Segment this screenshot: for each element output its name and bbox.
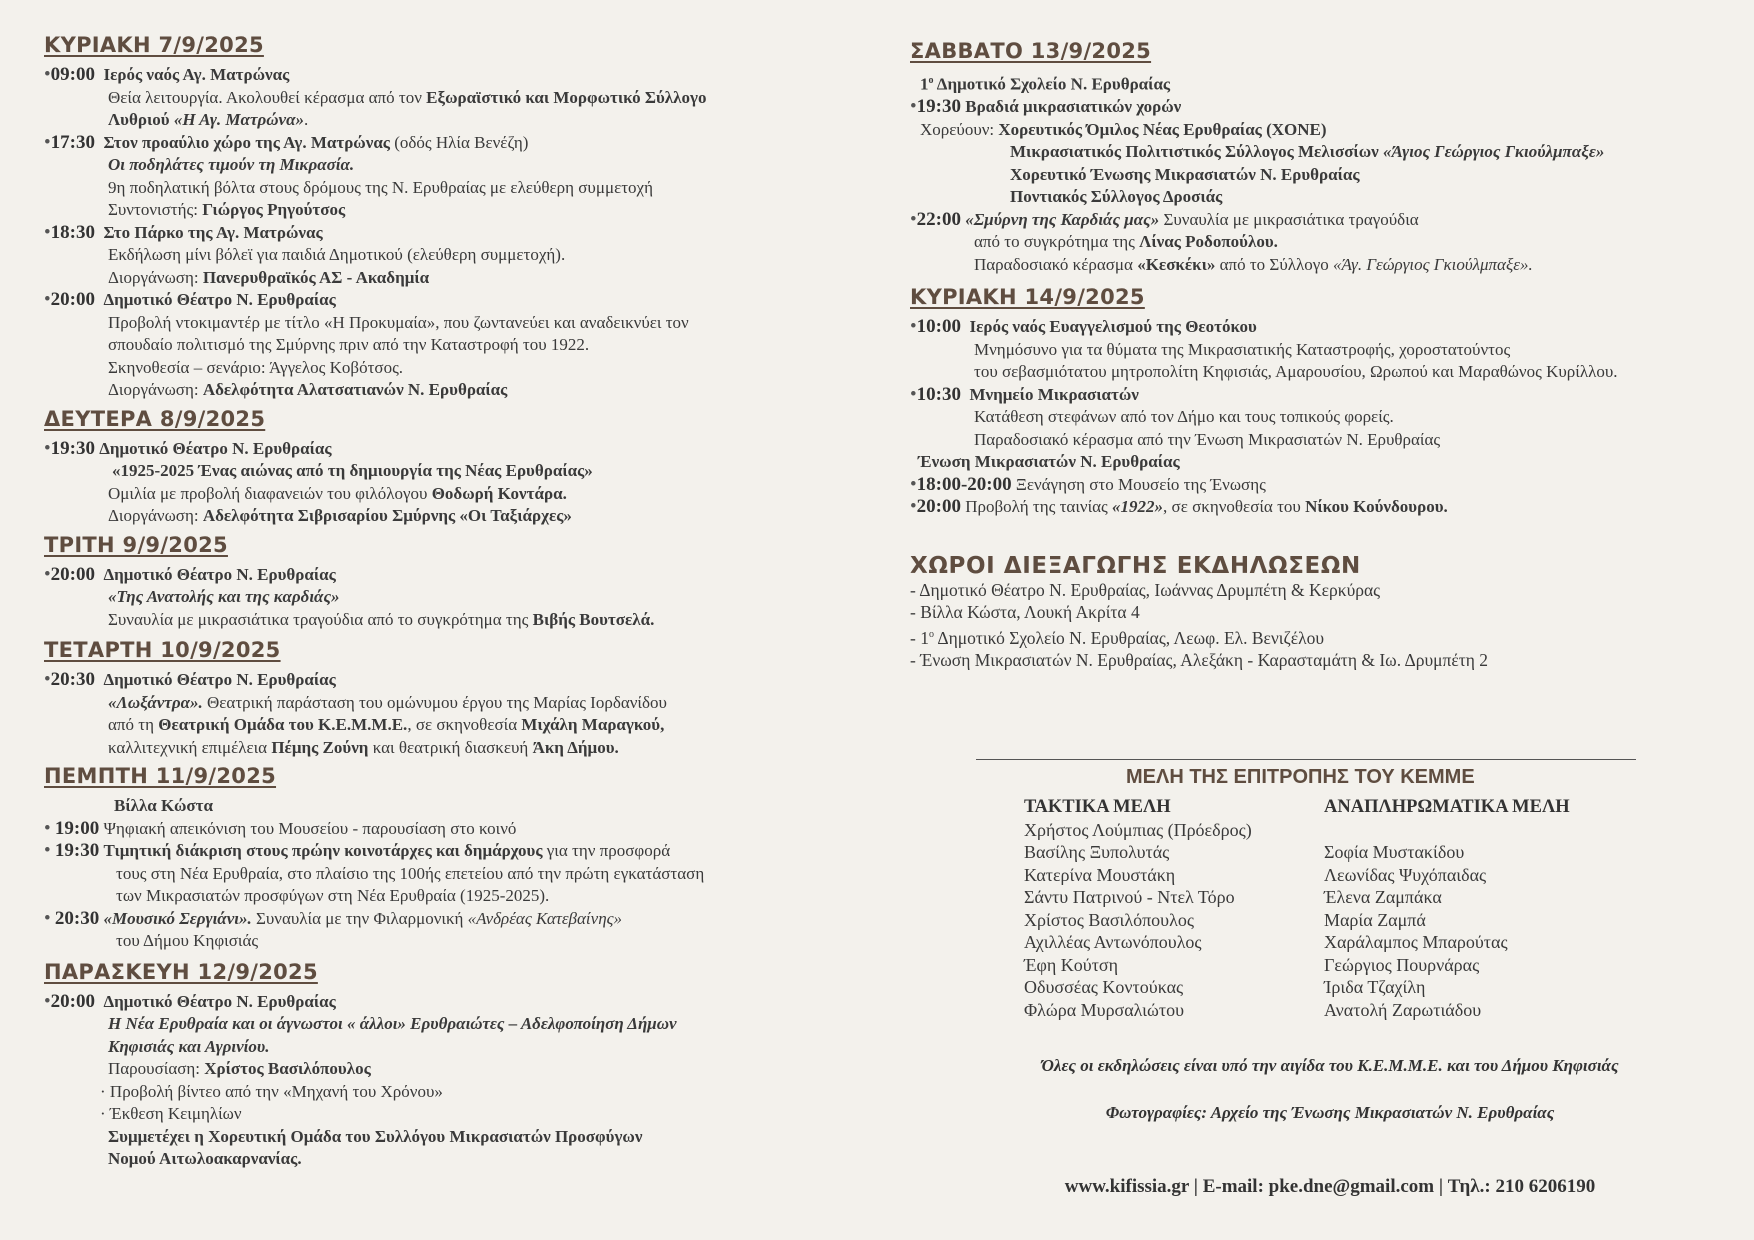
day-title-sunday-7-9: ΚΥΡΙΑΚΗ 7/9/2025 [44, 33, 264, 57]
member-name: Ίριδα Τζαχίλη [1324, 977, 1426, 997]
day-title-wednesday-10-9: ΤΕΤΑΡΤΗ 10/9/2025 [44, 638, 281, 662]
alternate-members-header: ΑΝΑΠΛΗΡΩΜΑΤΙΚΑ ΜΕΛΗ [1324, 797, 1570, 817]
bullet-icon: • [44, 990, 51, 1012]
bullet-icon: • [44, 817, 51, 839]
bullet-icon: • [44, 907, 51, 929]
bullet-icon: • [910, 208, 917, 230]
day-title-saturday-13-9: ΣΑΒΒΑΤΟ 13/9/2025 [910, 39, 1152, 63]
bullet-icon: • [910, 473, 917, 495]
venue-item: - Βίλλα Κώστα, Λουκή Ακρίτα 4 [910, 602, 1140, 623]
member-name: Χαράλαμπος Μπαρούτας [1324, 932, 1508, 952]
member-name: Μαρία Ζαμπά [1324, 909, 1426, 930]
photo-credit: Φωτογραφίες: Αρχείο της Ένωσης Μικρασιατών Ν. Ερυθραίας [1105, 1103, 1555, 1122]
member-name: Βασίλης Ξυπολυτάς [1024, 842, 1170, 862]
venue-item: - Ένωση Μικρασιατών Ν. Ερυθραίας, Αλεξάκη - Καρασταμάτη & Ιω. Δρυμπέτη 2 [910, 649, 1489, 670]
sunday-14-events: •10:00 Ιερός ναός Ευαγγελισμού της Θεοτόκου Μνημόσυνο για τα θύματα της Μικρασιατικής Καταστροφής, χοροστατούντος του σεβασμιότατου μητροπολίτη Κηφισιάς, Αμαρουσίου, Ωρωπού και Μαραθώνος Κυρίλλου. •10:30 Μνημείο Μικρασιατών Κατάθεση στεφάνων από τον Δήμο και τους τοπικούς φορείς. Παραδοσιακό κέρασμα από την Ένωση Μικρασιατών Ν. Ερυθραίας Ένωση Μικρασιατών Ν. Ερυθραίας •18:00-20:00 Ξενάγηση στο Μουσείο της Ένωσης •20:00 Προβολή της ταινίας «1922», σε σκηνοθεσία του Νίκου Κούνδουρου. [910, 316, 1750, 519]
bullet-icon: • [44, 840, 51, 861]
right-column [910, 36, 1750, 671]
member-name: Σάντυ Πατρινού - Ντελ Τόρο [1024, 887, 1235, 907]
day-title-sunday-14-9: ΚΥΡΙΑΚΗ 14/9/2025 [910, 285, 1145, 310]
bullet-icon: • [44, 669, 51, 690]
alternate-members [1324, 796, 1570, 1021]
event-1730: •17:30 Στον προαύλιο χώρο της Αγ. Ματρώνας (οδός Ηλία Βενέζη) Οι ποδηλάτες τιμούν τη Μικρασία. 9η ποδηλατική βόλτα στους δρόμους της Ν. Ερυθραίας με ελεύθερη συμμετοχή Συντονιστής: Γιώργος Ρηγούτσος [44, 131, 653, 219]
event-2000: •20:00 Δημοτικό Θέατρο Ν. Ερυθραίας Προβολή ντοκιμαντέρ με τίτλο «Η Προκυμαία», που ζωντανεύει και αναδεικνύει τον σπουδαίο πολιτισμό της Σμύρνης πριν από την Καταστροφή του 1922. Σκηνοθεσία – σενάριο: Άγγελος Κοβότσος. Διοργάνωση: Αδελφότητα Αλατσατιανών Ν. Ερυθραίας [44, 289, 689, 399]
event-1830: •18:30 Στο Πάρκο της Αγ. Ματρώνας Εκδήλωση μίνι βόλεϊ για παιδιά Δημοτικού (ελεύθερη συμμετοχή). Διοργάνωση: Πανερυθραϊκός ΑΣ - Ακαδημία [44, 221, 566, 287]
regular-members [1024, 796, 1252, 1021]
event-2000-tue: •20:00 Δημοτικό Θέατρο Ν. Ερυθραίας «Της Ανατολής και της καρδιάς» Συναυλία με μικρασιάτικα τραγούδια από το συγκρότημα της Βιβής Βουτσελά. [44, 563, 655, 629]
event-place: $1^o$ Δημοτικό Σχολείο Ν. Ερυθραίας [920, 74, 1171, 94]
member-name: Έφη Κούτση [1024, 954, 1119, 975]
patronage-note: Όλες οι εκδηλώσεις είναι υπό την αιγίδα του Κ.Ε.Μ.Μ.Ε. και του Δήμου Κηφισιάς [1041, 1056, 1619, 1075]
bullet-icon: • [44, 221, 51, 243]
committee-title: ΜΕΛΗ ΤΗΣ ΕΠΙΤΡΟΠΗΣ ΤΟΥ ΚΕΜΜΕ [1126, 766, 1475, 788]
event-place: Ιερός ναός Αγ. Ματρώνας [103, 65, 290, 84]
day-title-friday-12-9: ΠΑΡΑΣΚΕΥΗ 12/9/2025 [44, 959, 318, 984]
event-place: Ένωση Μικρασιατών Ν. Ερυθραίας [918, 452, 1180, 472]
bullet-icon: • [910, 96, 917, 118]
saturday-events: $1^o$ Δημοτικό Σχολείο Ν. Ερυθραίας •19:30 Βραδιά μικρασιατικών χορών Χορεύουν: Χορευτικός Όμιλος Νέας Ερυθραίας (ΧΟΝΕ) Μικρασιατικός Πολιτιστικός Σύλλογος Μελισσίων «Άγιος Γεώργιος Γκιούλμπαξε» Χορευτικό Ένωσης Μικρασιατών Ν. Ερυθραίας Ποντιακός Σύλλογος Δροσιάς •22:00 «Σμύρνη της Καρδιάς μας» Συναυλία με μικρασιάτικα τραγούδια από το συγκρότημα της Λίνας Ροδοπούλου. Παραδοσιακό κέρασμα «Κεσκέκι» από το Σύλλογο «Άγ. Γεώργιος Γκιούλμπαξε». [910, 70, 1750, 276]
member-name: Γεώργιος Πουρνάρας [1324, 954, 1480, 975]
regular-members-header: ΤΑΚΤΙΚΑ ΜΕΛΗ [1024, 797, 1171, 817]
venue-item: - $1^o$ Δημοτικό Σχολείο Ν. Ερυθραίας, Λεωφ. Ελ. Βενιζέλου [910, 627, 1325, 648]
bullet-icon: • [44, 563, 51, 585]
day-title-monday-8-9: ΔΕΥΤΕΡΑ 8/9/2025 [44, 406, 266, 431]
left-column [44, 30, 824, 1171]
event-place: Βίλλα Κώστα [114, 796, 213, 815]
member-name: Ανατολή Ζαρωτιάδου [1324, 999, 1482, 1020]
thursday-events: Βίλλα Κώστα • 19:00 Ψηφιακή απεικόνιση του Μουσείου - παρουσίαση στο κοινό • 19:30 Τιμητική διάκριση στους πρώην κοινοτάρχες και δημάρχους για την προσφορά τους στη Νέα Ερυθραία, στο πλαίσιο της 100ής επετείου από την πρώτη εγκατάσταση των Μικρασιατών προσφύγων στη Νέα Ερυθραία (1925-2025). • 20:30 «Μουσικό Σεργιάνι». Συναυλία με την Φιλαρμονική «Ανδρέας Κατεβαίνης» του Δήμου Κηφισιάς [44, 795, 824, 953]
bullet-icon: • [44, 64, 51, 85]
day-title-tuesday-9-9: ΤΡΙΤΗ 9/9/2025 [44, 532, 228, 557]
bullet-icon: • [44, 131, 51, 153]
contact-line: www.kifissia.gr | E-mail: pke.dne@gmail.com | Τηλ.: 210 6206190 [1064, 1176, 1596, 1197]
divider [976, 759, 1636, 760]
event-time: 09:00 [50, 64, 95, 85]
member-name: Χρήστος Λούμπιας (Πρόεδρος) [1024, 819, 1252, 840]
event-2030: •20:30 Δημοτικό Θέατρο Ν. Ερυθραίας «Λωξάντρα». Θεατρική παράσταση του ομώνυμου έργου της Μαρίας Ιορδανίδου από τη Θεατρική Ομάδα του Κ.Ε.Μ.Μ.Ε., σε σκηνοθεσία Μιχάλη Μαραγκού, καλλιτεχνική επιμέλεια Πέμης Ζούνη και θεατρική διασκευή Άκη Δήμου. [44, 669, 667, 757]
venues-list [910, 579, 1750, 672]
member-name: Έλενα Ζαμπάκα [1324, 887, 1442, 907]
event-0900: •09:00 Ιερός ναός Αγ. Ματρώνας Θεία λειτουργία. Ακολουθεί κέρασμα από τον Εξωραϊστικό και Μορφωτικό Σύλλογο Λυθριού «Η Αγ. Ματρώνα». [44, 64, 707, 129]
member-name: Κατερίνα Μουστάκη [1024, 864, 1176, 885]
venues-title: ΧΩΡΟΙ ΔΙΕΞΑΓΩΓΗΣ ΕΚΔΗΛΩΣΕΩΝ [910, 552, 1361, 579]
member-name: Χρίστος Βασιλόπουλος [1024, 909, 1194, 930]
event-1930: •19:30 Δημοτικό Θέατρο Ν. Ερυθραίας «1925-2025 Ένας αιώνας από τη δημιουργία της Νέας Ερυθραίας» Ομιλία με προβολή διαφανειών του φιλόλογου Θοδωρή Κοντάρα. Διοργάνωση: Αδελφότητα Σιβρισαρίου Σμύρνης «Οι Ταξιάρχες» [44, 437, 593, 525]
event-2000-fri: •20:00 Δημοτικό Θέατρο Ν. Ερυθραίας Η Νέα Ερυθραία και οι άγνωστοι « άλλοι» Ερυθραιώτες – Αδελφοποίηση Δήμων Κηφισιάς και Αγρινίου. Παρουσίαση: Χρίστος Βασιλόπουλος · Προβολή βίντεο από την «Μηχανή του Χρόνου» · Έκθεση Κειμηλίων Συμμετέχει η Χορευτική Ομάδα του Συλλόγου Μικρασιατών Προσφύγων Νομού Αιτωλοακαρνανίας. [44, 990, 677, 1168]
member-name: Λεωνίδας Ψυχόπαιδας [1324, 864, 1487, 885]
venue-item: - Δημοτικό Θέατρο Ν. Ερυθραίας, Ιωάννας Δρυμπέτη & Κερκύρας [910, 579, 1381, 600]
bullet-icon: • [44, 437, 51, 459]
day-title-thursday-11-9: ΠΕΜΠΤΗ 11/9/2025 [44, 764, 277, 788]
member-name: Αχιλλέας Αντωνόπουλος [1024, 932, 1202, 952]
bullet-icon: • [910, 383, 917, 405]
member-name: Οδυσσέας Κοντούκας [1024, 977, 1184, 997]
member-name: Φλώρα Μυρσαλιώτου [1024, 999, 1185, 1020]
bullet-icon: • [44, 289, 51, 310]
member-name: Σοφία Μυστακίδου [1324, 842, 1465, 862]
bullet-icon: • [910, 496, 917, 518]
bullet-icon: • [910, 316, 917, 338]
